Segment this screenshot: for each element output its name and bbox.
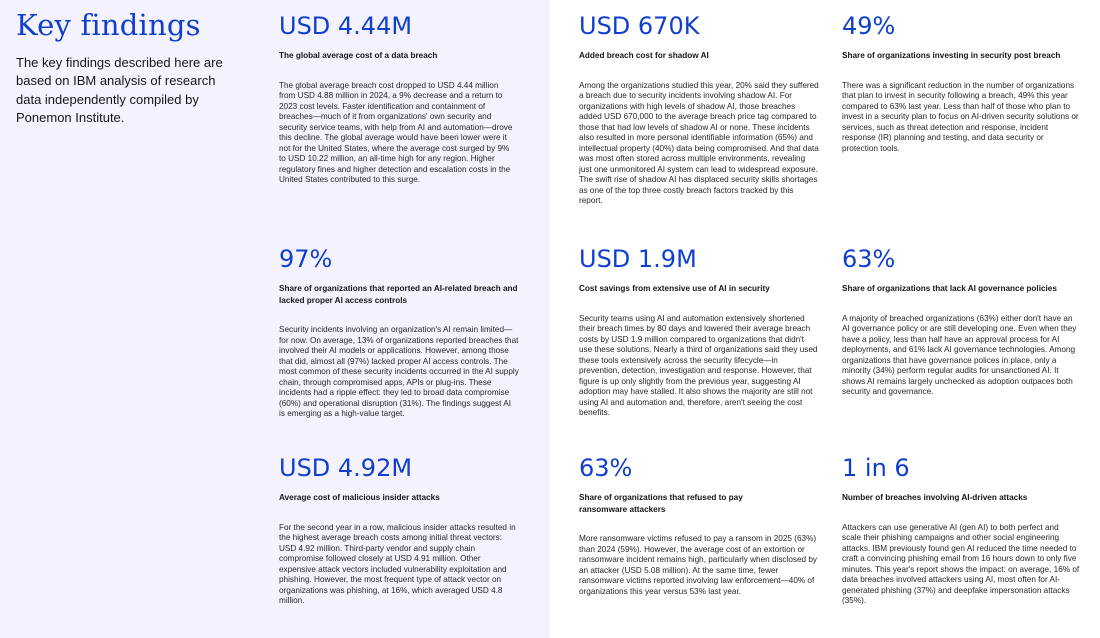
finding-body: A majority of breached organizations (63%) either don't have an AI governance policy or are still developing one. Even when they have a policy, less than half have an approval process for AI deployments, and 61% lack AI governance technologies. Among organizations that have governance polices in place, only a minority (34%) perform regular audits for unsanctioned AI. It shows AI remains largely unchecked as adoption outpaces both security and governance. (842, 313, 1077, 396)
page-title: Key findings (16, 8, 201, 42)
finding-body: More ransomware victims refused to pay a ransom in 2025 (63%) than 2024 (59%). However, the average cost of an extortion or ransomware incident remains high, particularly when disclosed by an attacker (USD 5.08 million). At the same time, fewer ransomware victims reported involving law enforcement—40% of organizations this year versus 53% last year. (579, 534, 818, 596)
finding-heading: Number of breaches involving AI-driven attacks (842, 493, 1028, 502)
finding-card (279, 453, 519, 607)
finding-card (579, 453, 819, 597)
finding-body: The global average breach cost dropped to USD 4.44 million from USD 4.88 million in 2024, a 9% decrease and a return to 2023 cost levels. Faster identification and containment of breaches—much of it from organizations' own security and security service teams, with help from AI and automation—drove this decline. The global average would have been lower were it not for the United States, where the average cost surged by 9% to USD 10.22 million, an all-time high for any region. Higher regulatory fines and higher detection and escalation costs in the United States contributed to this surge. (279, 80, 513, 184)
finding-heading: Share of organizations that reported an AI-related breach and lacked proper AI access controls (279, 284, 518, 305)
finding-heading: The global average cost of a data breach (279, 51, 438, 60)
finding-stat: 1 in 6 (842, 454, 910, 482)
finding-stat: 49% (842, 12, 896, 40)
finding-card (279, 11, 516, 186)
finding-card (842, 453, 1080, 607)
finding-heading: Added breach cost for shadow AI (579, 51, 709, 60)
finding-card (579, 11, 819, 207)
finding-body: Among the organizations studied this year, 20% said they suffered a breach due to security incidents involving shadow AI. For organizations with high levels of shadow AI, those breaches added USD 670,000 to the average breach price tag compared to those that had low levels of shadow AI or none. These incidents also resulted in more personal identifiable information (65%) and intellectual property (40%) data being compromised. And that data was most often stored across multiple environments, revealing just one unmonitored AI system can lead to widespread exposure. The swift rise of shadow AI has displaced security skills shortages as one of the top three costly breach factors tracked by this report. (579, 80, 819, 205)
finding-heading: Share of organizations that refused to pay ransomware attackers (579, 493, 743, 514)
finding-body: Security incidents involving an organization's AI remain limited—for now. On average, 13% of organizations reported breaches that involved their AI models or applications. However, among those that did, almost all (97%) lacked proper AI access controls. The most common of these security incidents occurred in the AI supply chain, through compromised apps, APIs or plug-ins. These incidents had a ripple effect: they led to broad data compromise (60%) and operational disruption (31%). The findings suggest AI is emerging as a high-value target. (279, 325, 519, 418)
finding-stat: USD 1.9M (579, 245, 697, 273)
finding-body: There was a significant reduction in the number of organizations that plan to invest in security following a breach, 49% this year compared to 63% last year. Less than half of those who plan to invest in a security plan to focus on AI-driven security solutions or services, such as threat detection and response, incident response (IR) planning and testing, and data security or protection tools. (842, 80, 1079, 153)
finding-stat: 97% (279, 245, 333, 273)
finding-card (279, 244, 519, 420)
finding-heading: Share of organizations that lack AI governance policies (842, 284, 1057, 293)
intro-text: The key findings described here are based on IBM analysis of research data independently compiled by Ponemon Institute. (16, 55, 223, 125)
finding-heading: Cost savings from extensive use of AI in security (579, 284, 770, 293)
finding-card (842, 244, 1080, 398)
finding-body: Security teams using AI and automation extensively shortened their breach times by 80 days and lowered their average breach costs by USD 1.9 million compared to organizations that didn't use these solutions. Nearly a third of organizations said they used these tools extensively across the security lifecycle—in prevention, detection, investigation and response. However, that figure is up only slightly from the previous year, suggesting AI adoption may have stalled. It also shows the majority are still not using AI and automation and, therefore, aren't seeing the cost benefits. (579, 313, 818, 417)
finding-card (842, 11, 1080, 154)
finding-body: Attackers can use generative AI (gen AI) to both perfect and scale their phishing campaigns and other social engineering attacks. IBM previously found gen AI reduced the time needed to craft a convincing phishing email from 16 hours down to only five minutes. This year's report shows the impact: on average, 16% of data breaches involved attackers using AI, most often for AI-generated phishing (37%) and deepfake impersonation attacks (35%). (842, 522, 1080, 605)
finding-body: For the second year in a row, malicious insider attacks resulted in the highest average breach costs among initial threat vectors: USD 4.92 million. Third-party vendor and supply chain compromise followed closely at USD 4.91 million. Other expensive attack vectors included vulnerability exploitation and phishing. However, the most frequent type of attack vector on organizations was phishing, at 16%, which averaged USD 4.8 million. (279, 522, 516, 605)
finding-card (579, 244, 819, 419)
finding-stat: USD 4.92M (279, 454, 413, 482)
finding-stat: USD 670K (579, 12, 700, 40)
finding-heading: Share of organizations investing in security post breach (842, 51, 1061, 60)
finding-stat: 63% (579, 454, 633, 482)
finding-heading: Average cost of malicious insider attacks (279, 493, 440, 502)
finding-stat: 63% (842, 245, 896, 273)
finding-stat: USD 4.44M (279, 12, 413, 40)
